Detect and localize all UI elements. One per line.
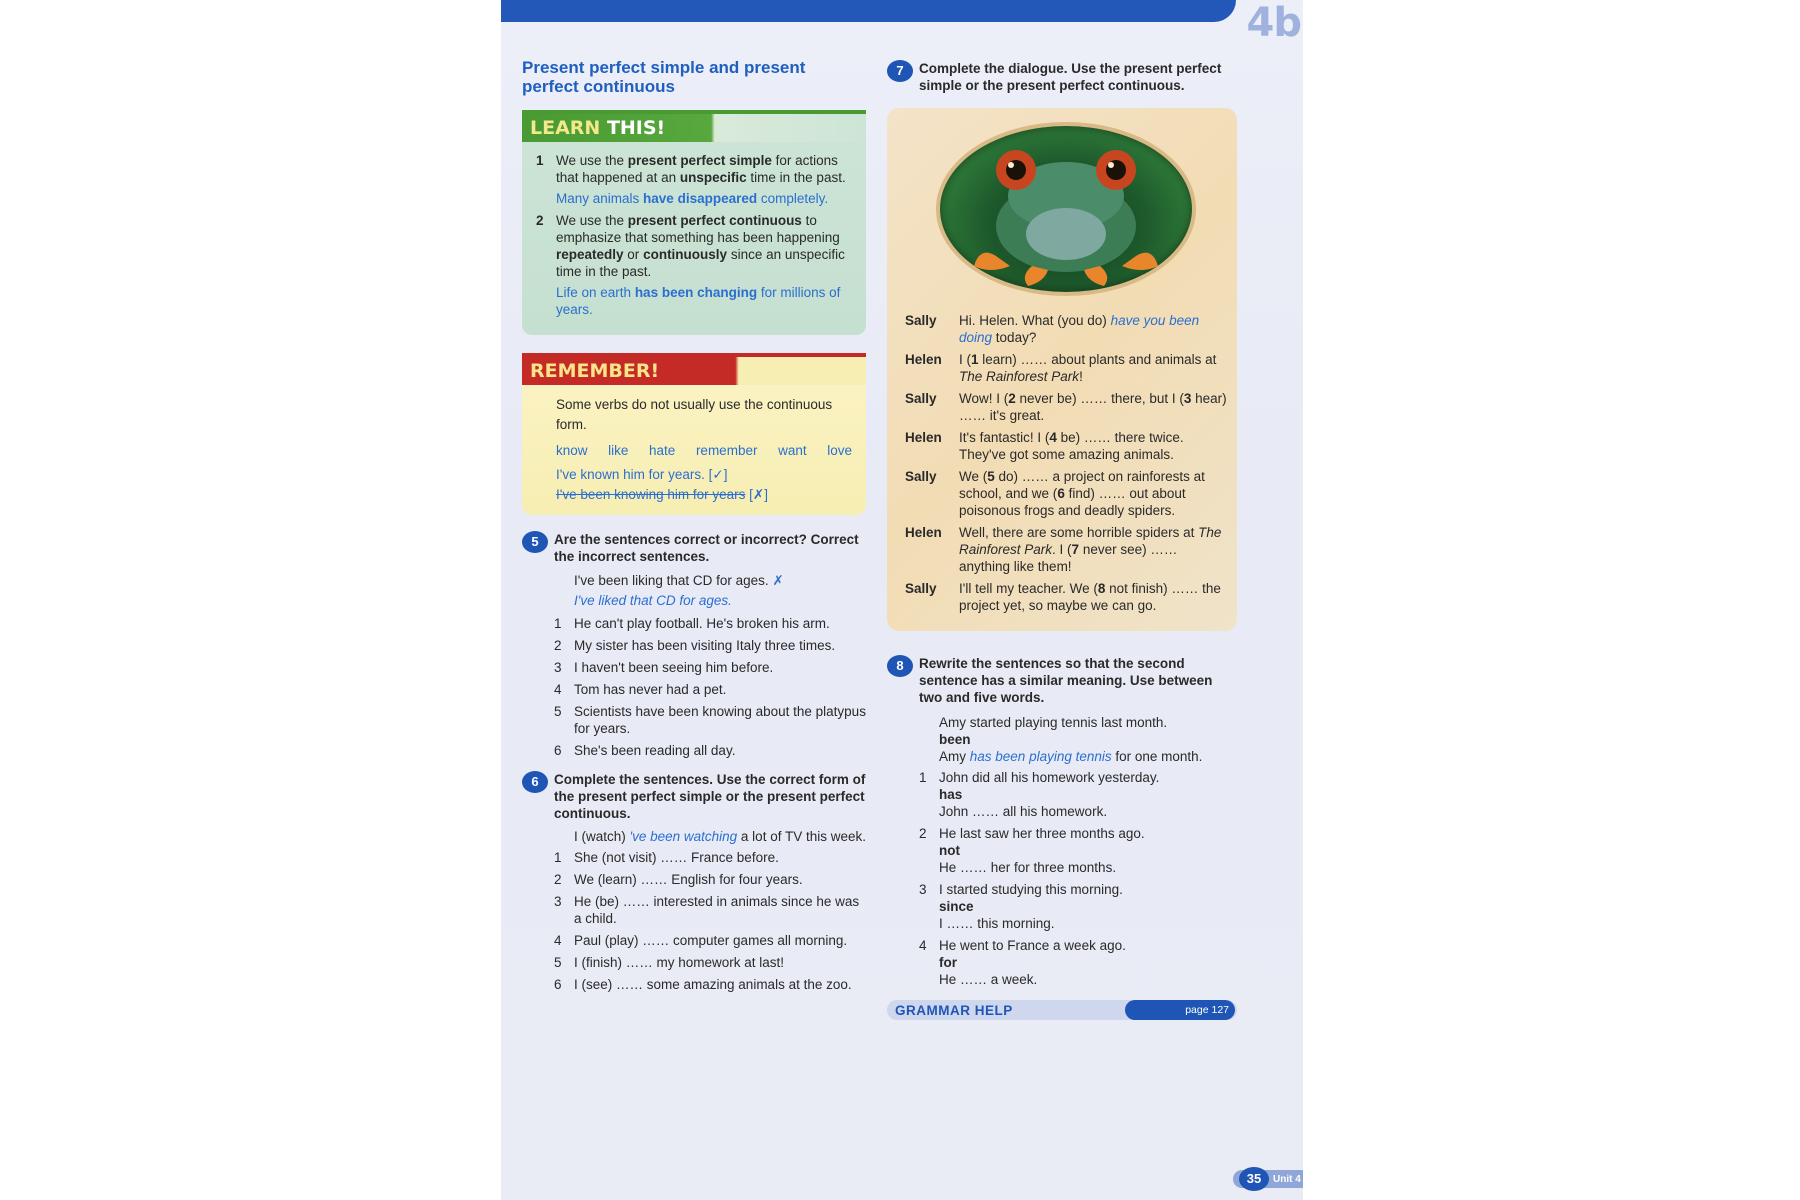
verb: love bbox=[827, 443, 852, 458]
list-item: 1 John did all his homework yesterday. has John …… all his homework. bbox=[919, 770, 1160, 819]
dialogue-panel bbox=[887, 108, 1237, 631]
learn-this-list bbox=[536, 152, 852, 318]
learn-example: Many animals have disappeared completely. bbox=[556, 191, 829, 206]
exercise-example: Amy started playing tennis last month. been Amy has been playing tennis for one month. bbox=[939, 715, 1203, 764]
exercise-list bbox=[554, 849, 866, 993]
list-item: 4 Paul (play) …… computer games all morning. bbox=[554, 933, 848, 948]
learn-example: Life on earth has been changing for millions of years. bbox=[556, 285, 841, 317]
unit-code: 4b bbox=[1246, 0, 1301, 46]
textbook-page bbox=[501, 0, 1303, 1200]
exercise-list bbox=[554, 615, 866, 759]
list-item: 6 I (see) …… some amazing animals at the zoo. bbox=[554, 977, 852, 992]
remember-intro: Some verbs do not usually use the continuous form. bbox=[556, 397, 833, 432]
list-item: 3 He (be) …… interested in animals since he was a child. bbox=[554, 894, 860, 926]
list-item: 3 I started studying this morning. since I …… this morning. bbox=[919, 882, 1123, 931]
dialogue-line: Sally We (5 do) …… a project on rainforests at school, and we (6 find) …… out about poisonous frogs and deadly spiders. bbox=[905, 469, 1205, 518]
exercise-7 bbox=[887, 60, 1237, 631]
learn-this-header: LEARN THIS! bbox=[522, 110, 866, 142]
grammar-help-page-link[interactable]: page 127 bbox=[1125, 1000, 1235, 1020]
exercise-instructions: Complete the dialogue. Use the present perfect simple or the present perfect continuous. bbox=[919, 61, 1222, 93]
learn-this-box bbox=[522, 110, 866, 335]
exercise-number-badge: 7 bbox=[887, 60, 913, 82]
dialogue-line: Helen It's fantastic! I (4 be) …… there twice. They've got some amazing animals. bbox=[905, 430, 1184, 462]
remember-box bbox=[522, 353, 866, 515]
learn-item: 1 We use the present perfect simple for actions that happened at an unspecific time in the past. Many animals have disappeared completely. bbox=[556, 152, 852, 207]
dialogue-line: Helen Well, there are some horrible spiders at The Rainforest Park. I (7 never see) …… anything like them! bbox=[905, 525, 1222, 574]
learn-item: 2 We use the present perfect continuous to emphasize that something has been happening repeatedly or continuously since an unspecific time in the past. Life on earth has been changing for millions of years. bbox=[556, 212, 852, 318]
verb: remember bbox=[695, 443, 758, 458]
right-column bbox=[887, 60, 1237, 1020]
exercise-6 bbox=[522, 771, 866, 993]
verb: want bbox=[778, 443, 807, 458]
list-item: 2 We (learn) …… English for four years. bbox=[554, 872, 803, 887]
list-item: 5 I (finish) …… my homework at last! bbox=[554, 955, 785, 970]
dialogue-line: Sally Hi. Helen. What (you do) have you been doing today? bbox=[905, 313, 1200, 345]
exercise-instructions: Are the sentences correct or incorrect? Correct the incorrect sentences. bbox=[554, 532, 859, 564]
wrong-example: I've been knowing him for years [✗] bbox=[556, 487, 768, 502]
unit-label: Unit 4 bbox=[1273, 1173, 1301, 1185]
exercise-instructions: Rewrite the sentences so that the second sentence has a similar meaning. Use between two and five words. bbox=[919, 656, 1213, 705]
frog-photo bbox=[936, 122, 1196, 296]
grammar-help-bar[interactable] bbox=[887, 1000, 1237, 1020]
exercise-number-badge: 5 bbox=[522, 531, 548, 553]
list-item: 4 Tom has never had a pet. bbox=[554, 682, 727, 697]
exercise-list bbox=[919, 769, 1237, 988]
list-item: 2 My sister has been visiting Italy three times. bbox=[554, 638, 836, 653]
verb: hate bbox=[649, 443, 676, 458]
verb: like bbox=[608, 443, 629, 458]
list-item: 4 He went to France a week ago. for He …… a week. bbox=[919, 938, 1126, 987]
section-title: Present perfect simple and present perfect continuous bbox=[522, 58, 806, 96]
correct-example: I've known him for years. [✓] bbox=[556, 467, 728, 482]
verb: know bbox=[556, 443, 588, 458]
list-item: 2 He last saw her three months ago. not He …… her for three months. bbox=[919, 826, 1145, 875]
verb-list bbox=[556, 441, 852, 461]
list-item: 1 She (not visit) …… France before. bbox=[554, 850, 779, 865]
dialogue-line: Helen I (1 learn) …… about plants and animals at The Rainforest Park! bbox=[905, 352, 1217, 384]
dialogue-line: Sally Wow! I (2 never be) …… there, but I (3 hear) …… it's great. bbox=[905, 391, 1227, 423]
exercise-number-badge: 8 bbox=[887, 655, 913, 677]
page-footer bbox=[1233, 1170, 1303, 1188]
exercise-8 bbox=[887, 655, 1237, 988]
exercise-number-badge: 6 bbox=[522, 771, 548, 793]
exercise-5 bbox=[522, 531, 866, 759]
exercise-example: I (watch) 've been watching a lot of TV this week. bbox=[574, 829, 866, 844]
list-item: 6 She's been reading all day. bbox=[554, 743, 736, 758]
list-item: 5 Scientists have been knowing about the platypus for years. bbox=[554, 704, 866, 736]
frog-illustration bbox=[940, 126, 1192, 292]
grammar-help-label: GRAMMAR HELP bbox=[895, 1002, 1013, 1018]
remember-header: REMEMBER! bbox=[522, 353, 866, 385]
list-item: 3 I haven't been seeing him before. bbox=[554, 660, 774, 675]
list-item: 1 He can't play football. He's broken his arm. bbox=[554, 616, 830, 631]
exercise-instructions: Complete the sentences. Use the correct form of the present perfect simple or the present perfect continuous. bbox=[554, 772, 866, 821]
exercise-example: I've been liking that CD for ages. ✗ I've liked that CD for ages. bbox=[574, 573, 784, 608]
top-color-bar bbox=[501, 0, 1236, 22]
left-column bbox=[522, 58, 866, 1005]
dialogue-line: Sally I'll tell my teacher. We (8 not finish) …… the project yet, so maybe we can go. bbox=[905, 581, 1221, 613]
page-number: 35 bbox=[1239, 1167, 1269, 1191]
